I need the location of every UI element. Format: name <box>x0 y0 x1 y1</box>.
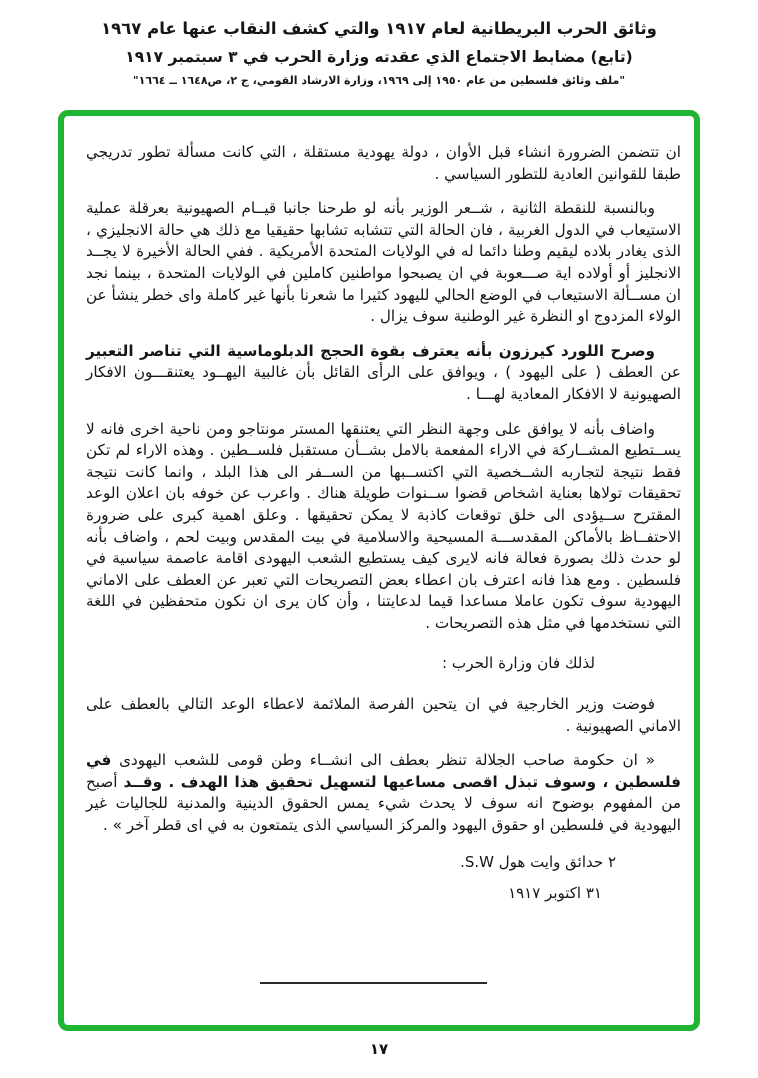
para-montagu: واضاف بأنه لا يوافق على وجهة النظر التي يعتنقها المستر مونتاجو ومن ناحية اخرى فانه لا يســتطيع المشــاركة في الاراء المفعمة بالامل بشــأن مستقبل فلســطين . وهذه الاراء لم تكن فقط نتيجة لتجاربه الشــخصية التي اكتســبها من الســفر الى هذا البلد ، وانما كانت نتيجة تحقيقات تولاها بعناية اشخاص قضوا ســنوات طويلة هناك . واعرب عن خوفه بان اعلان الوعد المقترح ســيؤدى الى خلق توقعات كاذبة لا يمكن تحقيقها . وعلق اهمية كبرى على ضرورة الاحتفــاظ بالأماكن المقدســـة المسيحية والاسلامية في بيت المقدس وبيت لحم ، واضاف بأنه لو حدث ذلك بصورة فعالة فانه لايرى كيف يستطيع الشعب اليهودى اقامة عاصمة سياسية في فلسطين . ومع هذا فانه اعترف بان اعطاء بعض التصريحات التي تعبر عن العطف على الاماني اليهودية سوف تكون عاملا مساعدا قيما لدعايتنا ، وأن كان يرى ان نكون متحفظين في اللغة التي نستخدمها في مثل هذه التصريحات . <box>86 419 681 632</box>
para-second-point: وبالنسبة للنقطة الثانية ، شــعر الوزير بأنه لو طرحنا جانبا قيــام الصهيونية بعرقلة عملية الاستيعاب في الدول الغربية ، فان الحالة التي تتشابه تشابها حقيقيا مع ذلك هي حالة الانجليزي ، الذى يغادر بلاده ليقيم وطنا دائما له في الولايات المتحدة الأمريكية . ففي الحالة الأخيرة لا يجــد الانجليز أو أولاده اية صـــعوبة في ان يصبحوا مواطنين كاملين في الولايات المتحدة ، بينما نجد ان مســألة الاستيعاب في الوضع الحالي لليهود كثيرا ما شعرنا بأنها غير كاملة واى خطر ينشأ عن الولاء المزدوج او النظرة غير الوطنية سوف يزال . <box>86 199 681 326</box>
header-subtitle: (تابع) مضابط الاجتماع الذي عقدته وزارة الحرب في ٣ سبتمبر ١٩١٧ <box>125 48 633 66</box>
header-source-citation: "ملف وثائق فلسطين من عام ١٩٥٠ إلى ١٩٦٩، وزارة الارشاد القومي، ج ٢، ص١٦٤٨ ــ ١٦٦٤" <box>132 74 626 87</box>
signature-address: ٢ حدائق وايت هول S.W. <box>460 852 616 871</box>
header-title: وثائق الحرب البريطانية لعام ١٩١٧ والتي كشف النقاب عنها عام ١٩٦٧ <box>101 19 657 38</box>
para-curzon: وصرح اللورد كيرزون بأنه يعترف بقوة الحجج الدبلوماسية التي تناصر التعبير عن العطف ( على اليهود ) ، ويوافق على الرأى القائل بأن غالبية اليهــود يعتنقـــون الافكار الصهيونية لا الافكار المعادية لهـــا . <box>86 341 681 403</box>
document-body-text <box>64 116 694 837</box>
green-border-frame <box>58 110 700 1031</box>
para-war-office-lead: لذلك فان وزارة الحرب : <box>441 654 595 673</box>
page-number: ١٧ <box>369 1040 389 1058</box>
document-header <box>0 19 758 87</box>
horizontal-rule <box>260 982 487 984</box>
para-continuation: ان تتضمن الضرورة انشاء قبل الأوان ، دولة يهودية مستقلة ، التي كانت مسألة تطور تدريجي طبقا للقوانين العادية للتطور السياسي . <box>86 143 681 183</box>
signature-date: ٣١ اكتوبر ١٩١٧ <box>508 883 602 902</box>
para-authorization: فوضت وزير الخارجية في ان يتحين الفرصة الملائمة لاعطاء الوعد التالي بالعطف على الاماني الصهيونية . <box>86 695 681 735</box>
para-declaration: « ان حكومة صاحب الجلالة تنظر بعطف الى انشــاء وطن قومى للشعب اليهودى في فلسطين ، وسوف تبذل اقصى مساعيها لتسهيل تحقيق هذا الهدف . وقــد أصبح من المفهوم بوضوح انه سوف لا يحدث شيء يمس الحقوق الدينية والمدنية للجاليات غير اليهودية في فلسطين او حقوق اليهود والمركز السياسي الذى يتمتعون به في اى قطر آخر » . <box>86 751 681 835</box>
signature-block <box>64 853 694 902</box>
